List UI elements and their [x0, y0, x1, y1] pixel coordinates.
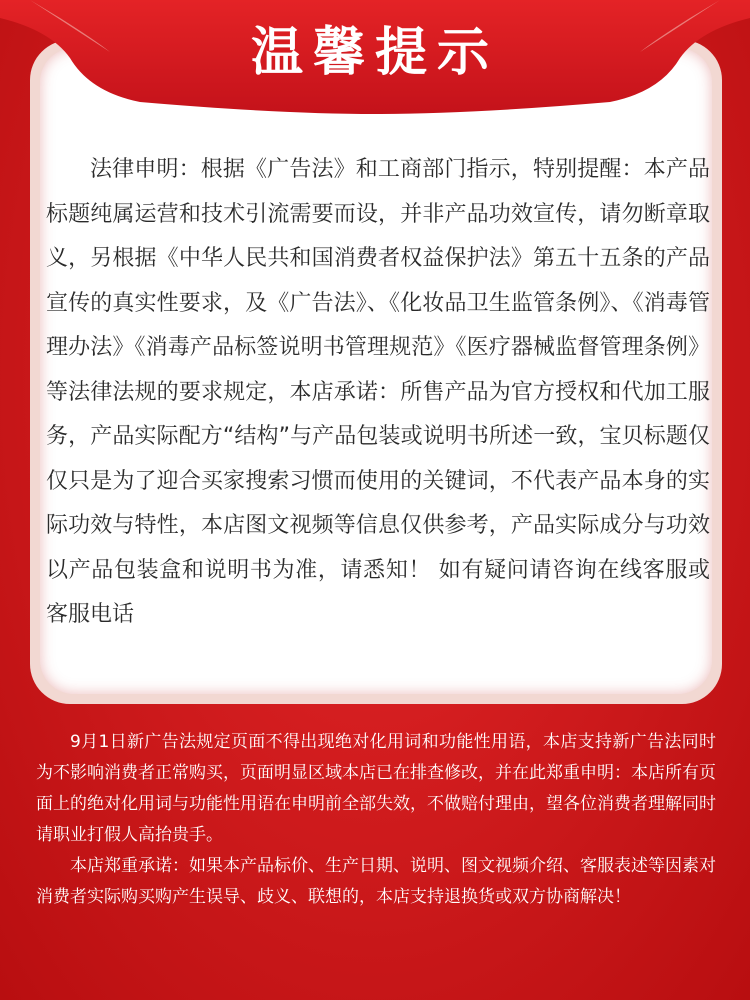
page-title: 温馨提示 — [250, 23, 499, 83]
notice-paragraph-ad-law: 9月1日新广告法规定页面不得出现绝对化用词和功能性用语，本店支持新广告法同时为不影响消费者正常购买，页面明显区域本店已在排查修改，并在此郑重申明：本店所有页面上的绝对化用词与功能性用语在申明前全部失效，不做赔付理由，望各位消费者理解同时请职业打假人高抬贵手。 — [36, 732, 716, 845]
notice-section — [36, 727, 716, 913]
legal-statement: 法律申明：根据《广告法》和工商部门指示，特别提醒：本产品标题纯属运营和技术引流需要而设，并非产品功效宣传，请勿断章取义，另根据《中华人民共和国消费者权益保护法》第五十五条的产品宣传的真实性要求，及《广告法》、《化妆品卫生监管条例》、《消毒管理办法》《消毒产品标签说明书管理规范》《医疗器械监督管理条例》等法律法规的要求规定，本店承诺：所售产品为官方授权和代加工服务，产品实际配方“结构”与产品包装或说明书所述一致，宝贝标题仅仅只是为了迎合买家搜索习惯而使用的关键词，不代表产品本身的实际功效与特性，本店图文视频等信息仅供参考，产品实际成分与功效以产品包装盒和说明书为准，请悉知！ 如有疑问请咨询在线客服或客服电话 — [46, 157, 710, 627]
notice-paragraph-commitment: 本店郑重承诺：如果本产品标价、生产日期、说明、图文视频介绍、客服表述等因素对消费者实际购买购产生误导、歧义、联想的，本店支持退换货或双方协商解决！ — [36, 856, 716, 907]
